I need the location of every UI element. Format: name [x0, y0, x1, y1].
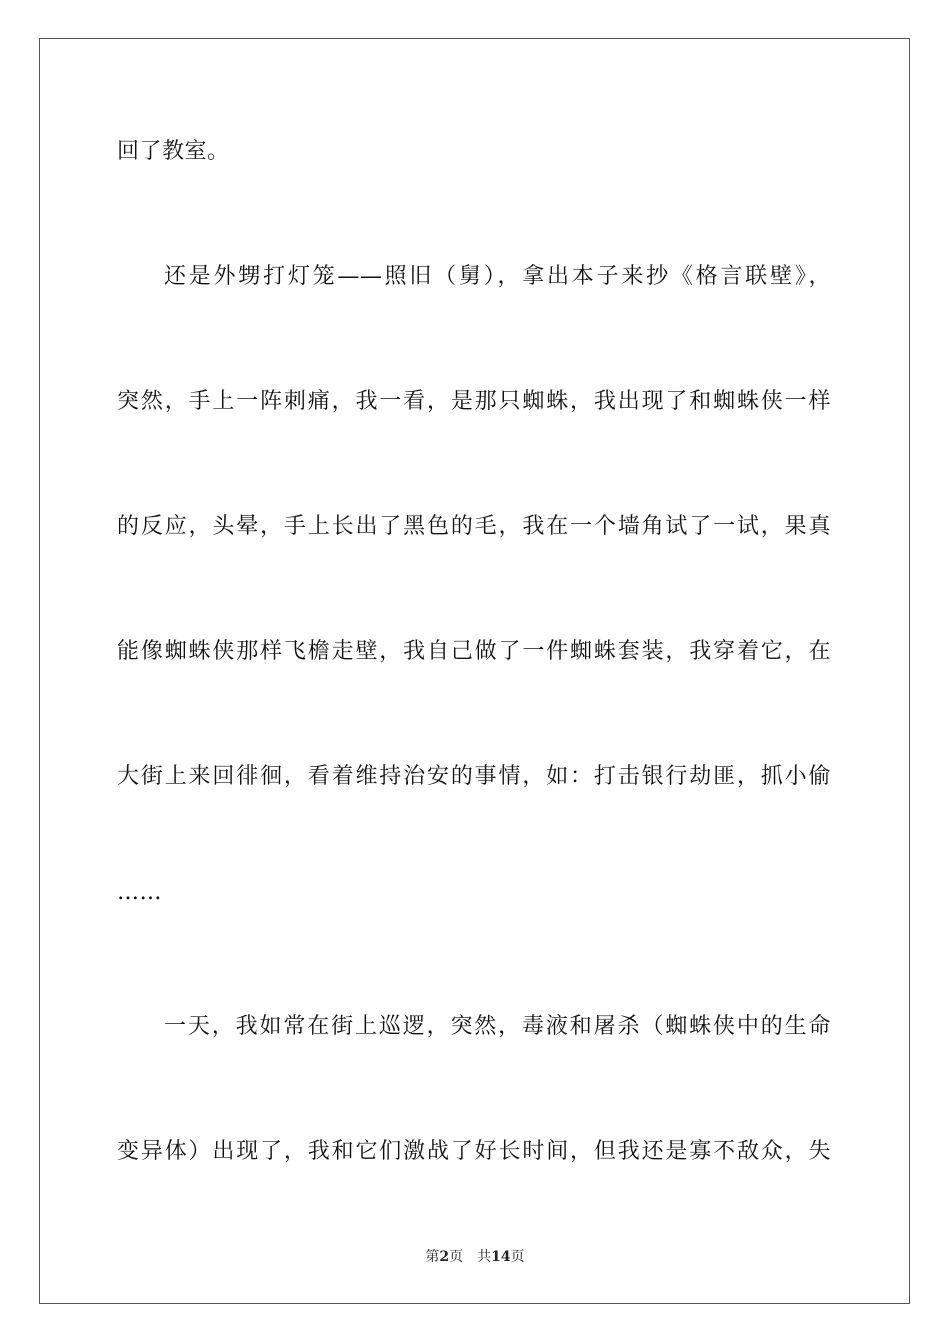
total-suffix: 页	[510, 1249, 525, 1265]
page-prefix: 第	[425, 1249, 440, 1265]
text-line-5: 能像蜘蛛侠那样飞檐走壁，我自己做了一件蜘蛛套装，我穿着它，在	[117, 639, 831, 664]
text-line-4: 的反应，头晕，手上长出了黑色的毛，我在一个墙角试了一试，果真	[117, 514, 831, 539]
total-prefix: 共	[477, 1249, 492, 1265]
page-number: 2	[439, 1249, 450, 1265]
page-footer	[0, 1248, 950, 1266]
text-line-1: 回了教室。	[117, 139, 230, 164]
total-pages: 14	[491, 1249, 511, 1265]
text-line-6: 大街上来回徘徊，看着维持治安的事情，如：打击银行劫匪，抓小偷	[117, 764, 831, 789]
text-line-3: 突然，手上一阵刺痛，我一看，是那只蜘蛛，我出现了和蜘蛛侠一样	[117, 389, 831, 414]
page-suffix: 页	[449, 1249, 464, 1265]
page-frame	[39, 38, 910, 1304]
text-line-8: 一天，我如常在街上巡逻，突然，毒液和屠杀（蜘蛛侠中的生命	[164, 1014, 831, 1039]
text-line-9: 变异体）出现了，我和它们激战了好长时间，但我还是寡不敌众，失	[117, 1139, 831, 1164]
text-line-2: 还是外甥打灯笼——照旧（舅），拿出本子来抄《格言联壁》，	[164, 264, 831, 289]
text-line-7: ……	[117, 880, 162, 905]
